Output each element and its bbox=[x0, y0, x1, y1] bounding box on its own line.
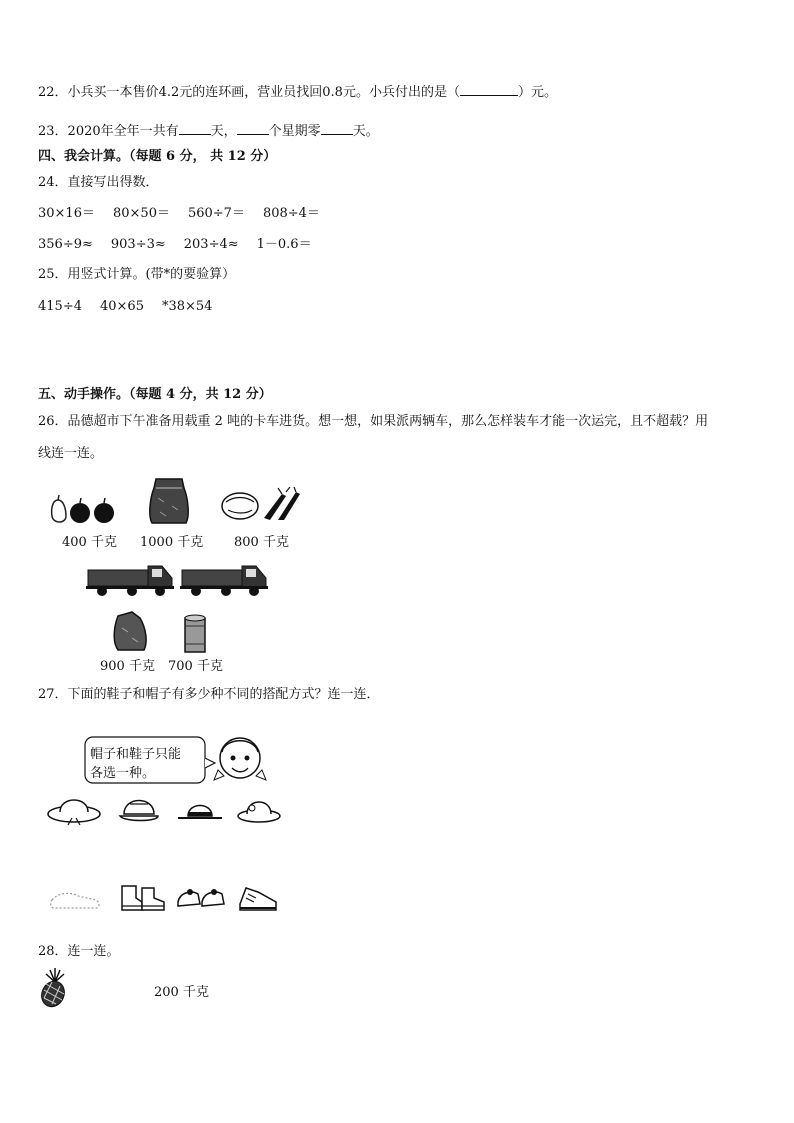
calc-item: 356÷9≈ bbox=[38, 237, 93, 252]
bag-icon bbox=[110, 610, 150, 654]
bubble-text-line2: 各选一种。 bbox=[90, 766, 156, 781]
question-26-line1: 26．品德超市下午准备用载重 2 吨的卡车进货。想一想，如果派两辆车，那么怎样装车才能一次运完，且不超载？用 bbox=[38, 414, 709, 429]
price-value: 4.2 bbox=[158, 85, 180, 100]
weight-label-sack: 1000 千克 bbox=[140, 535, 204, 550]
calc-item: 415÷4 bbox=[38, 299, 82, 314]
answer-blank-days[interactable] bbox=[179, 122, 211, 135]
truck-icon bbox=[86, 558, 174, 598]
weight-label-can: 700 千克 bbox=[168, 659, 223, 674]
question-number: 23． bbox=[38, 124, 68, 139]
calc-item: 203÷4≈ bbox=[183, 237, 239, 252]
question-number: 22． bbox=[38, 85, 68, 100]
question-text: 天， bbox=[210, 124, 237, 139]
question-26-line2: 线连一连。 bbox=[38, 446, 104, 461]
question-27-label: 27．下面的鞋子和帽子有多少种不同的搭配方式？连一连． bbox=[38, 687, 380, 702]
answer-blank[interactable] bbox=[460, 83, 518, 96]
fedora-icon bbox=[176, 798, 224, 826]
section-5-title: 五、动手操作。（每题 4 分，共 12 分） bbox=[38, 387, 272, 402]
sack-icon bbox=[146, 476, 192, 526]
answer-blank-remainder[interactable] bbox=[321, 122, 353, 135]
sneaker-icon bbox=[48, 886, 102, 912]
weight-label-fruit: 400 千克 bbox=[62, 535, 117, 550]
question-text: ）元。 bbox=[517, 85, 557, 100]
canister-icon bbox=[182, 614, 208, 654]
question-text: 元的连环画，营业员找回 bbox=[179, 85, 323, 100]
question-text: 年全年一共有 bbox=[100, 124, 179, 139]
calc-item: 40×65 bbox=[99, 299, 144, 314]
pineapple-icon bbox=[38, 968, 72, 1008]
weight-label-q28: 200 千克 bbox=[154, 985, 209, 1000]
question-23 bbox=[38, 122, 379, 141]
sun-hat-icon bbox=[46, 792, 102, 826]
bow-shoe-icon bbox=[176, 882, 226, 912]
year-value: 2020 bbox=[67, 124, 101, 139]
boot-icon bbox=[118, 880, 166, 914]
calc-item: 903÷3≈ bbox=[110, 237, 166, 252]
question-text: 天。 bbox=[352, 124, 379, 139]
fruit-icon bbox=[46, 494, 120, 526]
section-4-title: 四、我会计算。（每题 6 分， 共 12 分） bbox=[38, 149, 277, 164]
calc-item: 808÷4＝ bbox=[262, 206, 320, 221]
question-text: 元。小兵付出的是（ bbox=[342, 85, 460, 100]
question-25-label: 25．用竖式计算。(带*的要验算） bbox=[38, 267, 236, 282]
calc-item: 30×16＝ bbox=[38, 206, 95, 221]
question-22 bbox=[38, 83, 557, 102]
truck-icon bbox=[180, 558, 268, 598]
girl-face-icon bbox=[210, 730, 270, 790]
bow-hat-icon bbox=[236, 794, 282, 826]
cap-icon bbox=[118, 794, 162, 826]
bubble-text-line1: 帽子和鞋子只能 bbox=[90, 747, 182, 762]
calc-item: *38×54 bbox=[161, 299, 213, 314]
vertical-calc-row bbox=[38, 298, 212, 316]
weight-label-bag: 900 千克 bbox=[100, 659, 155, 674]
calc-row-2 bbox=[38, 236, 312, 254]
question-text: 小兵买一本售价 bbox=[67, 85, 159, 100]
vegetables-icon bbox=[220, 486, 302, 522]
answer-blank-weeks[interactable] bbox=[237, 122, 269, 135]
sport-shoe-icon bbox=[236, 882, 280, 914]
calc-item: 80×50＝ bbox=[112, 206, 170, 221]
weight-label-vegetables: 800 千克 bbox=[234, 535, 289, 550]
calc-item: 1－0.6＝ bbox=[256, 237, 312, 252]
calc-item: 560÷7＝ bbox=[187, 206, 245, 221]
calc-row-1 bbox=[38, 205, 320, 223]
change-value: 0.8 bbox=[322, 85, 343, 100]
question-text: 个星期零 bbox=[268, 124, 321, 139]
question-28-label: 28．连一连。 bbox=[38, 944, 120, 959]
question-24-label: 24．直接写出得数． bbox=[38, 175, 159, 190]
